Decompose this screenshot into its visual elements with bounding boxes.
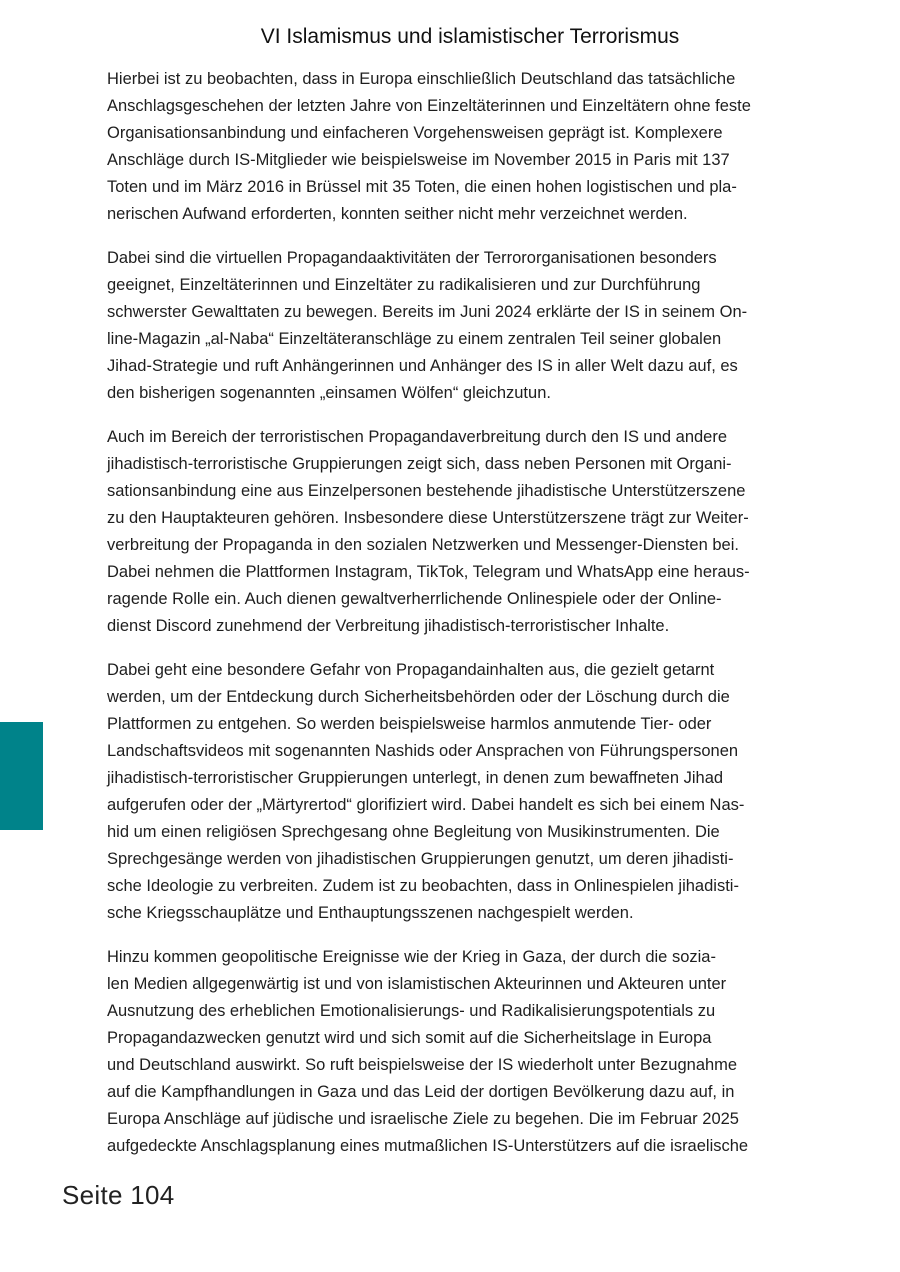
text-line: Hierbei ist zu beobachten, dass in Europa einschließlich Deutschland das tatsächliche (107, 70, 736, 88)
text-line: dienst Discord zunehmend der Verbreitung jihadistisch-terroristischer Inhalte. (107, 617, 670, 635)
text-line: werden, um der Entdeckung durch Sicherheitsbehörden oder der Löschung durch die (107, 688, 730, 706)
text-line: nerischen Aufwand erforderten, konnten seither nicht mehr verzeichnet werden. (107, 205, 688, 223)
text-line: Dabei nehmen die Plattformen Instagram, TikTok, Telegram und WhatsApp eine heraus- (107, 563, 750, 581)
text-line: ragende Rolle ein. Auch dienen gewaltverherrlichende Onlinespiele oder der Online- (107, 590, 722, 608)
text-line: len Medien allgegenwärtig ist und von islamistischen Akteurinnen und Akteuren unter (107, 975, 727, 993)
text-line: Toten und im März 2016 in Brüssel mit 35 Toten, die einen hohen logistischen und pla- (107, 178, 737, 196)
paragraph-5 (107, 944, 835, 1160)
text-line: hid um einen religiösen Sprechgesang ohne Begleitung von Musikinstrumenten. Die (107, 823, 720, 841)
text-line: Anschlagsgeschehen der letzten Jahre von Einzeltäterinnen und Einzeltätern ohne feste (107, 97, 751, 115)
text-line: jihadistisch-terroristische Gruppierungen zeigt sich, dass neben Personen mit Organi- (107, 455, 732, 473)
text-line: Ausnutzung des erheblichen Emotionalisierungs- und Radikalisierungspotentials zu (107, 1002, 716, 1020)
text-line: line-Magazin „al-Naba“ Einzeltäteranschläge zu einem zentralen Teil seiner globalen (107, 330, 722, 348)
text-line: Dabei sind die virtuellen Propagandaaktivitäten der Terrororganisationen besonders (107, 249, 717, 267)
text-line: Organisationsanbindung und einfacheren Vorgehensweisen geprägt ist. Komplexere (107, 124, 723, 142)
text-line: zu den Hauptakteuren gehören. Insbesondere diese Unterstützerszene trägt zur Weiter- (107, 509, 749, 527)
text-line: sationsanbindung eine aus Einzelpersonen bestehende jihadistische Unterstützerszene (107, 482, 746, 500)
text-line: Hinzu kommen geopolitische Ereignisse wie der Krieg in Gaza, der durch die sozia- (107, 948, 716, 966)
paragraph-2 (107, 245, 835, 407)
text-line: Auch im Bereich der terroristischen Propagandaverbreitung durch den IS und andere (107, 428, 728, 446)
paragraph-1 (107, 66, 835, 228)
page-number: Seite 104 (62, 1180, 175, 1210)
text-line: auf die Kampfhandlungen in Gaza und das Leid der dortigen Bevölkerung dazu auf, in (107, 1083, 735, 1101)
text-line: sche Kriegsschauplätze und Enthauptungsszenen nachgespielt werden. (107, 904, 634, 922)
text-line: Propagandazwecken genutzt wird und sich somit auf die Sicherheitslage in Europa (107, 1029, 712, 1047)
paragraph-3 (107, 424, 835, 640)
text-line: aufgerufen oder der „Märtyrertod“ glorifiziert wird. Dabei handelt es sich bei einem Nas- (107, 796, 745, 814)
text-line: Landschaftsvideos mit sogenannten Nashids oder Ansprachen von Führungspersonen (107, 742, 739, 760)
text-line: und Deutschland auswirkt. So ruft beispielsweise der IS wiederholt unter Bezugnahme (107, 1056, 738, 1074)
text-line: geeignet, Einzeltäterinnen und Einzeltäter zu radikalisieren und zur Durchführung (107, 276, 701, 294)
text-line: Europa Anschläge auf jüdische und israelische Ziele zu begehen. Die im Februar 2025 (107, 1110, 739, 1128)
chapter-marker-tab (0, 722, 43, 830)
body-text (107, 66, 835, 1177)
text-line: den bisherigen sogenannten „einsamen Wölfen“ gleichzutun. (107, 384, 551, 402)
text-line: Plattformen zu entgehen. So werden beispielsweise harmlos anmutende Tier- oder (107, 715, 712, 733)
text-line: Sprechgesänge werden von jihadistischen Gruppierungen genutzt, um deren jihadisti- (107, 850, 734, 868)
chapter-title: VI Islamismus und islamistischer Terrorismus (260, 25, 680, 48)
text-line: verbreitung der Propaganda in den sozialen Netzwerken und Messenger-Diensten bei. (107, 536, 739, 554)
text-line: aufgedeckte Anschlagsplanung eines mutmaßlichen IS-Unterstützers auf die israelische (107, 1137, 749, 1155)
paragraph-4 (107, 657, 835, 927)
text-line: sche Ideologie zu verbreiten. Zudem ist zu beobachten, dass in Onlinespielen jihadisti- (107, 877, 739, 895)
text-line: Anschläge durch IS-Mitglieder wie beispielsweise im November 2015 in Paris mit 137 (107, 151, 730, 169)
text-line: Dabei geht eine besondere Gefahr von Propagandainhalten aus, die gezielt getarnt (107, 661, 715, 679)
text-line: jihadistisch-terroristischer Gruppierungen unterlegt, in denen zum bewaffneten Jihad (107, 769, 724, 787)
text-line: schwerster Gewalttaten zu bewegen. Bereits im Juni 2024 erklärte der IS in seinem On- (107, 303, 748, 321)
text-line: Jihad-Strategie und ruft Anhängerinnen und Anhänger des IS in aller Welt dazu auf, es (107, 357, 738, 375)
